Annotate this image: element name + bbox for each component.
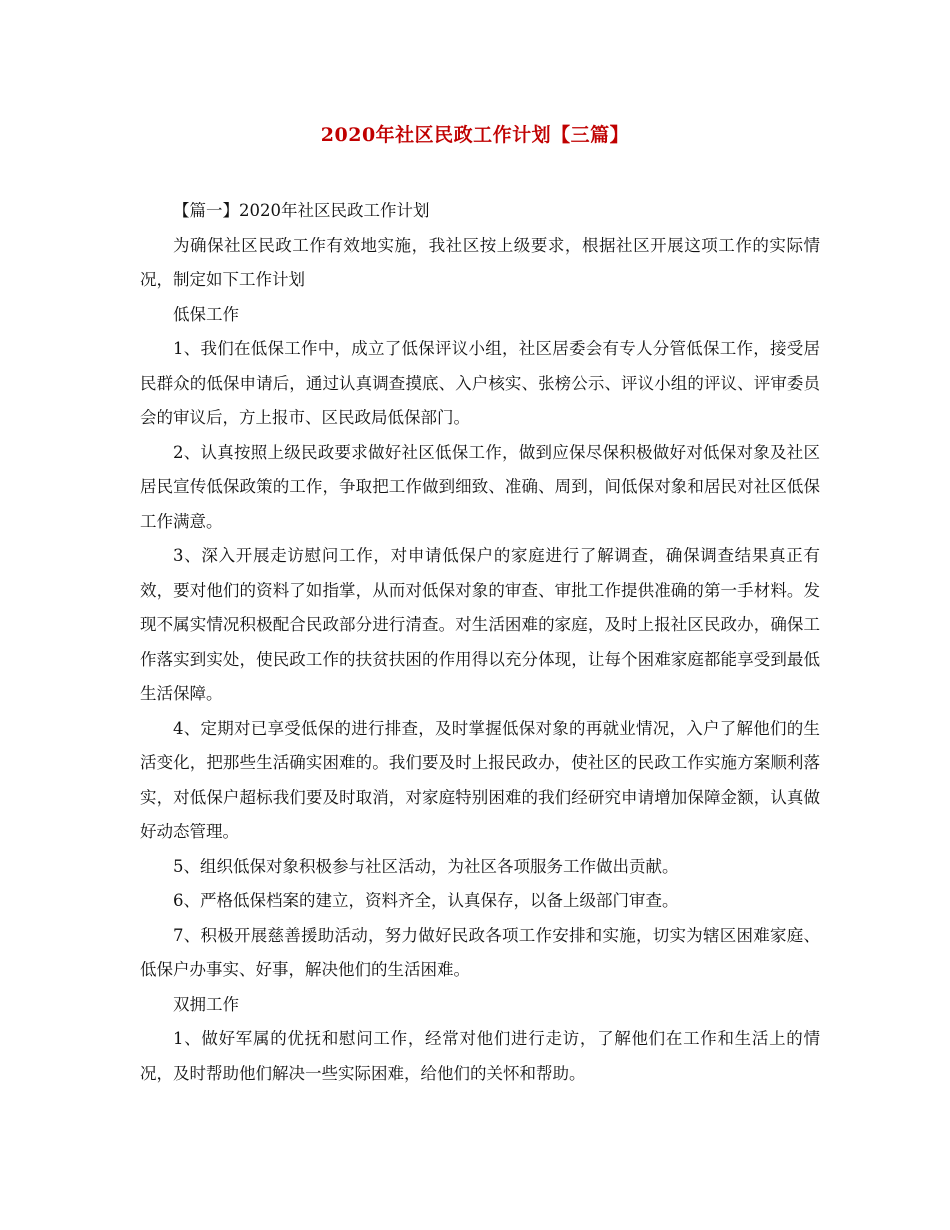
paragraph-item: 2、认真按照上级民政要求做好社区低保工作，做到应保尽保积极做好对低保对象及社区居民宣传低保政策的工作，争取把工作做到细致、准确、周到，间低保对象和居民对社区低保工作满意。 <box>140 442 820 531</box>
document-title: 2020年社区民政工作计划【三篇】 <box>320 124 630 146</box>
paragraph-intro: 为确保社区民政工作有效地实施，我社区按上级要求，根据社区开展这项工作的实际情况，制定如下工作计划 <box>140 235 820 289</box>
paragraph-item: 1、我们在低保工作中，成立了低保评议小组，社区居委会有专人分管低保工作，接受居民群众的低保申请后，通过认真调查摸底、入户核实、张榜公示、评议小组的评议、评审委员会的审议后，方上报市、区民政局低保部门。 <box>140 339 820 427</box>
paragraph-section-heading: 【篇一】2020年社区民政工作计划 <box>173 201 430 220</box>
document-body <box>140 194 820 1091</box>
paragraph-item: 4、定期对已享受低保的进行排查，及时掌握低保对象的再就业情况，入户了解他们的生活变化，把那些生活确实困难的。我们要及时上报民政办，使社区的民政工作实施方案顺利落实，对低保户超标我们要及时取消，对家庭特别困难的我们经研究申请增加保障金额，认真做好动态管理。 <box>140 718 820 841</box>
paragraph-item: 6、严格低保档案的建立，资料齐全，认真保存，以备上级部门审查。 <box>173 891 679 910</box>
paragraph-item: 3、深入开展走访慰问工作，对申请低保户的家庭进行了解调查，确保调查结果真正有效，要对他们的资料了如指掌，从而对低保对象的审查、审批工作提供准确的第一手材料。发现不属实情况积极配合民政部分进行清查。对生活困难的家庭，及时上报社区民政办，确保工作落实到实处，使民政工作的扶贫扶困的作用得以充分体现，让每个困难家庭都能享受到最低生活保障。 <box>140 546 820 703</box>
paragraph-item: 7、积极开展慈善援助活动，努力做好民政各项工作安排和实施，切实为辖区困难家庭、低保户办事实、好事，解决他们的生活困难。 <box>140 925 820 979</box>
paragraph-subheading-shuangyong: 双拥工作 <box>173 994 239 1014</box>
paragraph-item: 1、做好军属的优抚和慰问工作，经常对他们进行走访，了解他们在工作和生活上的情况，及时帮助他们解决一些实际困难，给他们的关怀和帮助。 <box>140 1029 820 1083</box>
paragraph-item: 5、组织低保对象积极参与社区活动，为社区各项服务工作做出贡献。 <box>173 856 679 876</box>
paragraph-subheading-dibao: 低保工作 <box>173 304 239 324</box>
